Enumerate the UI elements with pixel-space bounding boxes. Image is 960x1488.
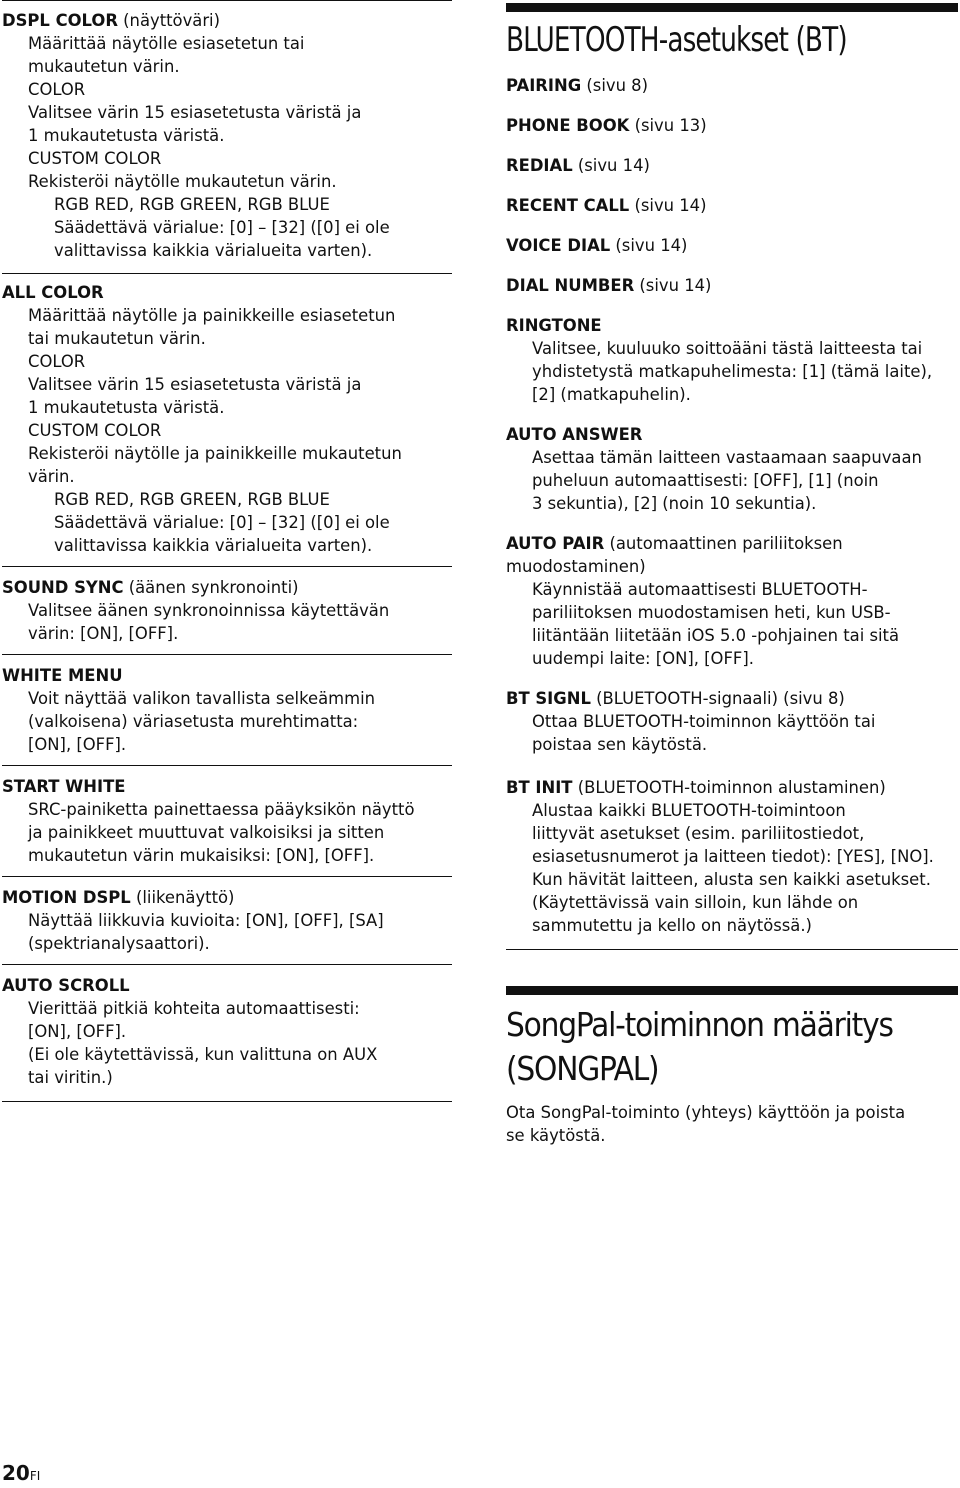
songpal-heading-line-2: (SONGPAL) bbox=[506, 1049, 659, 1088]
white-menu-desc-3: [ON], [OFF]. bbox=[28, 735, 127, 754]
motion-dspl-entry bbox=[2, 876, 452, 964]
recent-call-title: RECENT CALL bbox=[506, 196, 630, 215]
redial-suffix: (sivu 14) bbox=[572, 156, 650, 175]
white-menu-desc-1: Voit näyttää valikon tavallista selkeämmin bbox=[28, 689, 376, 708]
voice-dial-title: VOICE DIAL bbox=[506, 236, 611, 255]
phone-book-suffix: (sivu 13) bbox=[629, 116, 707, 135]
start-white-desc-3: mukautetun värin mukaisiksi: [ON], [OFF]. bbox=[28, 846, 375, 865]
auto-pair-desc-1: Käynnistää automaattisesti BLUETOOTH- bbox=[532, 580, 868, 599]
bt-signl-desc-1: Ottaa BLUETOOTH-toiminnon käyttöön tai bbox=[532, 712, 876, 731]
all-color-custom-desc-2: värin. bbox=[28, 467, 75, 486]
dspl-color-entry bbox=[2, 0, 452, 271]
all-color-entry bbox=[2, 273, 452, 566]
ringtone-item bbox=[506, 306, 958, 415]
sound-sync-entry bbox=[2, 566, 452, 654]
sound-sync-title-suffix: (äänen synkronointi) bbox=[123, 578, 299, 597]
left-column bbox=[2, 0, 452, 1102]
auto-pair-suffix-1: (automaattinen pariliitoksen bbox=[604, 534, 843, 553]
start-white-desc-2: ja painikkeet muuttuvat valkoisiksi ja sitten bbox=[28, 823, 385, 842]
bt-init-desc-4: Kun hävität laitteen, alusta sen kaikki asetukset. bbox=[532, 870, 931, 889]
start-white-entry bbox=[2, 765, 452, 876]
voice-dial-item bbox=[506, 226, 958, 266]
bt-init-suffix: (BLUETOOTH-toiminnon alustaminen) bbox=[572, 778, 886, 797]
ringtone-desc-2: yhdistetystä matkapuhelimesta: [1] (tämä laite), bbox=[532, 362, 933, 381]
ringtone-desc-1: Valitsee, kuuluuko soittoääni tästä laitteesta tai bbox=[532, 339, 923, 358]
dspl-color-title: DSPL COLOR bbox=[2, 11, 118, 30]
auto-scroll-desc-1: Vierittää pitkiä kohteita automaattisesti: bbox=[28, 999, 360, 1018]
sound-sync-desc-2: värin: [ON], [OFF]. bbox=[28, 624, 179, 643]
auto-pair-item bbox=[506, 524, 958, 679]
bt-signl-title: BT SIGNL bbox=[506, 689, 591, 708]
dspl-color-color-desc-1: Valitsee värin 15 esiasetetusta väristä ja bbox=[28, 103, 362, 122]
songpal-heading bbox=[506, 1003, 958, 1091]
all-color-title: ALL COLOR bbox=[2, 283, 104, 302]
phone-book-item bbox=[506, 106, 958, 146]
white-menu-desc-2: (valkoisena) väriasetusta murehtimatta: bbox=[28, 712, 359, 731]
dspl-color-desc-2: mukautetun värin. bbox=[28, 57, 180, 76]
motion-dspl-desc-1: Näyttää liikkuvia kuvioita: [ON], [OFF], [SA] bbox=[28, 911, 384, 930]
bt-init-desc-3: esiasetusnumerot ja laitteen tiedot): [YES], [NO]. bbox=[532, 847, 934, 866]
bt-signl-desc-2: poistaa sen käytöstä. bbox=[532, 735, 708, 754]
dspl-color-rgb-label: RGB RED, RGB GREEN, RGB BLUE bbox=[54, 195, 330, 214]
auto-pair-desc-3: liitäntään liitetään iOS 5.0 -pohjainen tai sitä bbox=[532, 626, 900, 645]
recent-call-item bbox=[506, 186, 958, 226]
ringtone-desc-3: [2] (matkapuhelin). bbox=[532, 385, 691, 404]
right-column bbox=[506, 0, 958, 1147]
auto-scroll-desc-4: tai viritin.) bbox=[28, 1068, 113, 1087]
bt-heading: BLUETOOTH-asetukset (BT) bbox=[506, 20, 847, 60]
bt-signl-item bbox=[506, 679, 958, 765]
auto-pair-suffix-2: muodostaminen) bbox=[506, 557, 646, 576]
bt-init-desc-2: liittyvät asetukset (esim. pariliitostiedot, bbox=[532, 824, 865, 843]
all-color-custom-desc-1: Rekisteröi näytölle ja painikkeille mukautetun bbox=[28, 444, 402, 463]
motion-dspl-title: MOTION DSPL bbox=[2, 888, 131, 907]
pairing-title: PAIRING bbox=[506, 76, 582, 95]
all-color-color-label: COLOR bbox=[28, 352, 86, 371]
pairing-suffix: (sivu 8) bbox=[581, 76, 649, 95]
dspl-color-desc-1: Määrittää näytölle esiasetetun tai bbox=[28, 34, 305, 53]
bt-init-desc-5: (Käytettävissä vain silloin, kun lähde on bbox=[532, 893, 859, 912]
songpal-desc-1: Ota SongPal-toiminto (yhteys) käyttöön ja poista bbox=[506, 1103, 906, 1122]
dspl-color-custom-desc-1: Rekisteröi näytölle mukautetun värin. bbox=[28, 172, 337, 191]
auto-answer-desc-3: 3 sekuntia), [2] (noin 10 sekuntia). bbox=[532, 494, 817, 513]
auto-pair-title: AUTO PAIR bbox=[506, 534, 605, 553]
auto-answer-desc-1: Asettaa tämän laitteen vastaamaan saapuvaan bbox=[532, 448, 922, 467]
motion-dspl-desc-2: (spektrianalysaattori). bbox=[28, 934, 210, 953]
start-white-desc-1: SRC-painiketta painettaessa pääyksikön näyttö bbox=[28, 800, 415, 819]
redial-title: REDIAL bbox=[506, 156, 573, 175]
sound-sync-title: SOUND SYNC bbox=[2, 578, 124, 597]
phone-book-title: PHONE BOOK bbox=[506, 116, 630, 135]
all-color-custom-label: CUSTOM COLOR bbox=[28, 421, 162, 440]
auto-answer-item bbox=[506, 415, 958, 524]
songpal-desc-2: se käytöstä. bbox=[506, 1126, 606, 1145]
songpal-heading-rule bbox=[506, 986, 958, 995]
auto-answer-title: AUTO ANSWER bbox=[506, 425, 643, 444]
page-number bbox=[2, 1461, 40, 1488]
motion-dspl-title-suffix: (liikenäyttö) bbox=[130, 888, 235, 907]
bt-init-desc-6: sammutettu ja kello on näytössä.) bbox=[532, 916, 812, 935]
dial-number-suffix: (sivu 14) bbox=[634, 276, 712, 295]
dspl-color-color-label: COLOR bbox=[28, 80, 86, 99]
auto-pair-desc-2: pariliitoksen muodostamisen heti, kun USB- bbox=[532, 603, 891, 622]
bt-init-title: BT INIT bbox=[506, 778, 573, 797]
auto-scroll-desc-2: [ON], [OFF]. bbox=[28, 1022, 127, 1041]
all-color-desc-1: Määrittää näytölle ja painikkeille esiasetetun bbox=[28, 306, 396, 325]
sound-sync-desc-1: Valitsee äänen synkronoinnissa käytettävän bbox=[28, 601, 390, 620]
all-color-color-desc-1: Valitsee värin 15 esiasetetusta väristä ja bbox=[28, 375, 362, 394]
redial-item bbox=[506, 146, 958, 186]
auto-answer-desc-2: puheluun automaattisesti: [OFF], [1] (noin bbox=[532, 471, 879, 490]
white-menu-title: WHITE MENU bbox=[2, 666, 123, 685]
voice-dial-suffix: (sivu 14) bbox=[610, 236, 688, 255]
all-color-desc-2: tai mukautetun värin. bbox=[28, 329, 206, 348]
dial-number-title: DIAL NUMBER bbox=[506, 276, 635, 295]
auto-scroll-title: AUTO SCROLL bbox=[2, 976, 130, 995]
bt-signl-suffix: (BLUETOOTH-signaali) (sivu 8) bbox=[590, 689, 845, 708]
ringtone-title: RINGTONE bbox=[506, 316, 602, 335]
bt-init-desc-1: Alustaa kaikki BLUETOOTH-toimintoon bbox=[532, 801, 846, 820]
songpal-heading-line-1: SongPal-toiminnon määritys bbox=[506, 1005, 893, 1044]
auto-scroll-desc-3: (Ei ole käytettävissä, kun valittuna on AUX bbox=[28, 1045, 378, 1064]
bt-heading-rule bbox=[506, 3, 958, 12]
all-color-rgb-desc-2: valittavissa kaikkia värialueita varten). bbox=[54, 536, 373, 555]
dspl-color-color-desc-2: 1 mukautetusta väristä. bbox=[28, 126, 225, 145]
auto-scroll-entry bbox=[2, 964, 452, 1102]
dspl-color-title-suffix: (näyttöväri) bbox=[117, 11, 221, 30]
recent-call-suffix: (sivu 14) bbox=[629, 196, 707, 215]
all-color-rgb-label: RGB RED, RGB GREEN, RGB BLUE bbox=[54, 490, 330, 509]
dial-number-item bbox=[506, 266, 958, 306]
all-color-rgb-desc-1: Säädettävä värialue: [0] – [32] ([0] ei ole bbox=[54, 513, 390, 532]
bt-init-item bbox=[506, 765, 958, 950]
start-white-title: START WHITE bbox=[2, 777, 126, 796]
page-language: FI bbox=[29, 1469, 41, 1483]
pairing-item bbox=[506, 72, 958, 106]
dspl-color-rgb-desc-2: valittavissa kaikkia värialueita varten). bbox=[54, 241, 373, 260]
all-color-color-desc-2: 1 mukautetusta väristä. bbox=[28, 398, 225, 417]
white-menu-entry bbox=[2, 654, 452, 765]
dspl-color-rgb-desc-1: Säädettävä värialue: [0] – [32] ([0] ei ole bbox=[54, 218, 390, 237]
page-number-value: 20 bbox=[2, 1461, 30, 1485]
dspl-color-custom-label: CUSTOM COLOR bbox=[28, 149, 162, 168]
auto-pair-desc-4: uudempi laite: [ON], [OFF]. bbox=[532, 649, 754, 668]
